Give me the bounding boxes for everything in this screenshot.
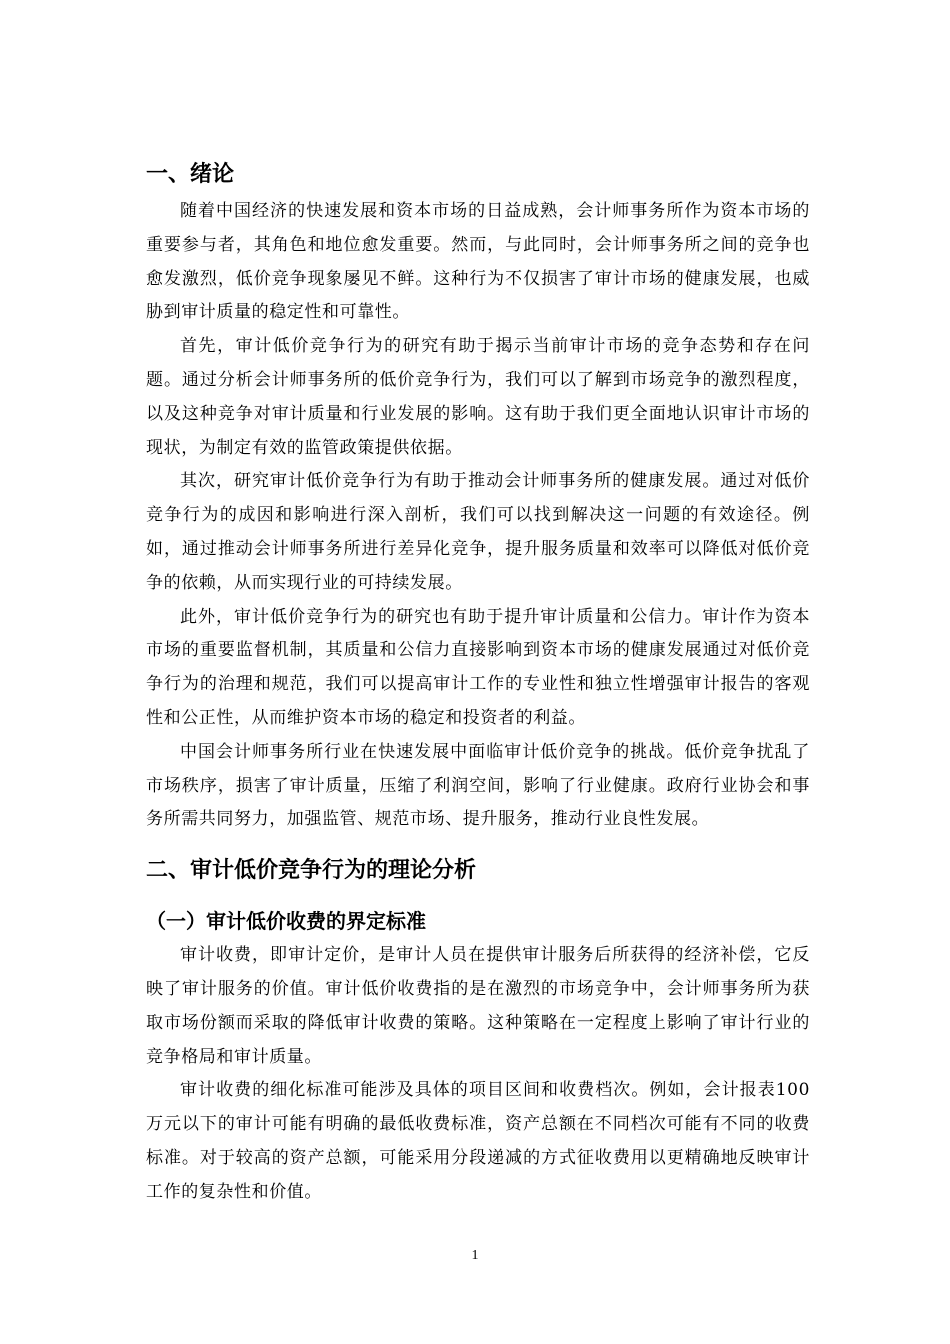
paragraph: 首先，审计低价竞争行为的研究有助于揭示当前审计市场的竞争态势和存在问题。通过分析会计师事务所的低价竞争行为，我们可以了解到市场竞争的激烈程度，以及这种竞争对审计质量和行业发展的影响。这有助于我们更全面地认识审计市场的现状，为制定有效的监管政策提供依据。 — [146, 336, 810, 458]
paragraph: 中国会计师事务所行业在快速发展中面临审计低价竞争的挑战。低价竞争扰乱了市场秩序，损害了审计质量，压缩了利润空间，影响了行业健康。政府行业协会和事务所需共同努力，加强监管、规范市场、提升服务，推动行业良性发展。 — [146, 741, 810, 830]
spacer — [146, 837, 810, 851]
page-content — [146, 155, 810, 1210]
paragraph: 审计收费，即审计定价，是审计人员在提供审计服务后所获得的经济补偿，它反映了审计服务的价值。审计低价收费指的是在激烈的市场竞争中，会计师事务所为获取市场份额而采取的降低审计收费的策略。这种策略在一定程度上影响了审计行业的竞争格局和审计质量。 — [146, 945, 810, 1067]
paragraph: 随着中国经济的快速发展和资本市场的日益成熟，会计师事务所作为资本市场的重要参与者，其角色和地位愈发重要。然而，与此同时，会计师事务所之间的竞争也愈发激烈，低价竞争现象屡见不鲜。这种行为不仅损害了审计市场的健康发展，也威胁到审计质量的稳定性和可靠性。 — [146, 201, 810, 323]
section-title-introduction: 一、绪论 — [146, 162, 235, 187]
page-number: 1 — [471, 1248, 479, 1263]
section-title-theory: 二、审计低价竞争行为的理论分析 — [146, 858, 477, 884]
subsection-title-definition: （一）审计低价收费的界定标准 — [146, 909, 426, 934]
spacer — [146, 891, 810, 903]
paragraph: 审计收费的细化标准可能涉及具体的项目区间和收费档次。例如，会计报表100万元以下的审计可能有明确的最低收费标准，资产总额在不同档次可能有不同的收费标准。对于较高的资产总额，可能采用分段递减的方式征收费用以更精确地反映审计工作的复杂性和价值。 — [146, 1080, 810, 1202]
paragraph: 其次，研究审计低价竞争行为有助于推动会计师事务所的健康发展。通过对低价竞争行为的成因和影响进行深入剖析，我们可以找到解决这一问题的有效途径。例如，通过推动会计师事务所进行差异化竞争，提升服务质量和效率可以降低对低价竞争的依赖，从而实现行业的可持续发展。 — [146, 471, 810, 593]
paragraph: 此外，审计低价竞争行为的研究也有助于提升审计质量和公信力。审计作为资本市场的重要监督机制，其质量和公信力直接影响到资本市场的健康发展通过对低价竞争行为的治理和规范，我们可以提高审计工作的专业性和独立性增强审计报告的客观性和公正性，从而维护资本市场的稳定和投资者的利益。 — [146, 606, 810, 728]
